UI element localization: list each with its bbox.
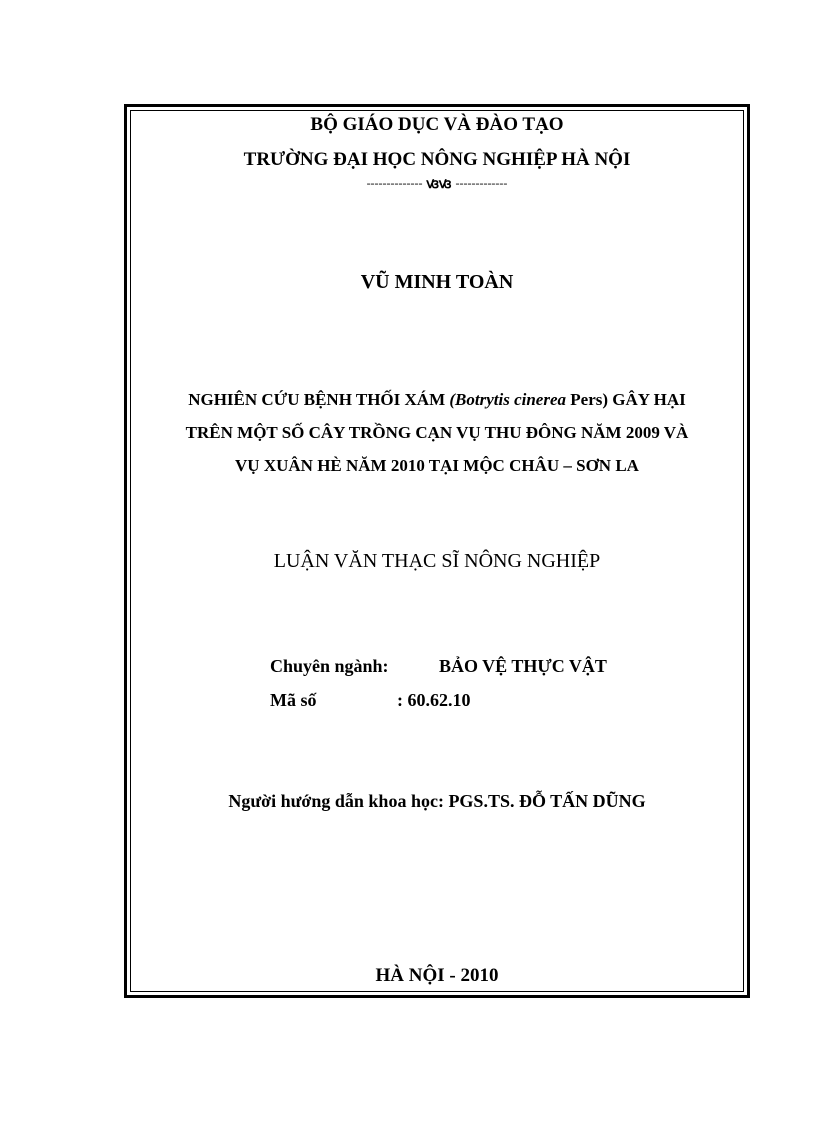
supervisor: Người hướng dẫn khoa học: PGS.TS. ĐỖ TẤN DŨNG (228, 791, 646, 811)
thesis-title-line-2: TRÊN MỘT SỐ CÂY TRỒNG CẠN VỤ THU ĐÔNG NĂM 2009 VÀ (185, 423, 689, 442)
thesis-title-line-1 (130, 390, 744, 410)
title-line1-before: NGHIÊN CỨU BỆNH THỐI XÁM (188, 390, 450, 409)
header-ornament (130, 174, 744, 193)
thesis-type: LUẬN VĂN THẠC SĨ NÔNG NGHIỆP (273, 550, 601, 572)
ministry-name: BỘ GIÁO DỤC VÀ ĐÀO TẠO (310, 114, 564, 135)
specialization-label: Chuyên ngành: (270, 656, 389, 676)
thesis-title-line-3: VỤ XUÂN HÈ NĂM 2010 TẠI MỘC CHÂU – SƠN LA (235, 456, 639, 475)
ornament-left-dashes: -------------- (366, 176, 423, 190)
ornament-symbol: ꟃꟃ (426, 177, 452, 192)
place-and-year: HÀ NỘI - 2010 (375, 965, 499, 986)
specialization-value: BẢO VỆ THỰC VẬT (439, 656, 607, 676)
ornament-right-dashes: ------------- (455, 176, 508, 190)
author-name: VŨ MINH TOÀN (360, 271, 514, 293)
code-value: : 60.62.10 (397, 690, 471, 710)
university-name: TRƯỜNG ĐẠI HỌC NÔNG NGHIỆP HÀ NỘI (243, 149, 631, 170)
title-line1-after: Pers) GÂY HẠI (566, 390, 686, 409)
title-line1-italic: (Botrytis cinerea (449, 390, 567, 409)
code-label: Mã số (270, 690, 317, 710)
